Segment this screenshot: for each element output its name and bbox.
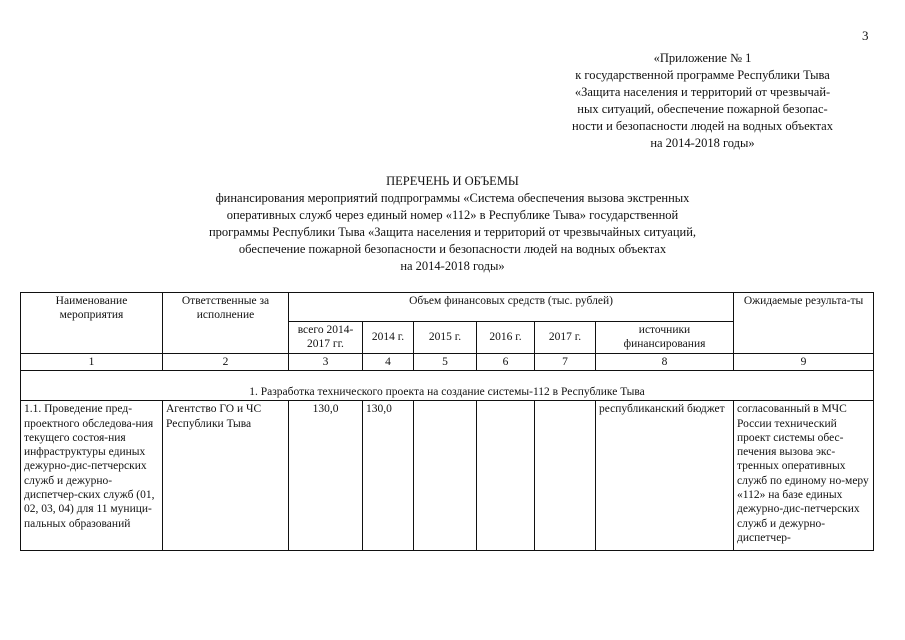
header-total (289, 322, 363, 354)
row-2017 (535, 401, 596, 551)
header-2016: 2016 г. (477, 322, 535, 354)
col-number: 6 (477, 354, 535, 371)
appendix-line: ности и безопасности людей на водных объектах (572, 119, 833, 133)
col-number: 4 (363, 354, 414, 371)
title-line: оперативных служб через единый номер «112» в Республике Тыва» государственной (226, 208, 679, 222)
header-total-line1: всего 2014- (297, 324, 354, 336)
document-title (60, 173, 845, 275)
col-number: 9 (734, 354, 874, 371)
row-total: 130,0 (289, 401, 363, 551)
row-2016 (477, 401, 535, 551)
appendix-line: к государственной программе Республики Тыва (575, 68, 830, 82)
title-line: программы Республики Тыва «Защита населения и территорий от чрезвычайных ситуаций, (208, 225, 697, 239)
financing-table (20, 292, 874, 551)
appendix-line: на 2014-2018 годы» (650, 136, 755, 150)
appendix-note (520, 50, 885, 152)
col-number: 3 (289, 354, 363, 371)
col-number: 5 (414, 354, 477, 371)
row-result: согласованный в МЧС России технический проект системы обес-печения вызова экс-тренных оперативных служб по единому но-меру «112» на базе единых дежурно-дис-петчерских служб и дежурно-диспетчер- (734, 401, 874, 551)
appendix-line: «Защита населения и территорий от чрезвычай- (574, 85, 831, 99)
row-name: 1.1. Проведение пред-проектного обследова-ния текущего состоя-ния инфраструктуры единых дежурно-дис-петчерских служб и дежурно-диспетчер-ских служб (01, 02, 03, 04) для 11 муници-пальных образований (21, 401, 163, 551)
title-heading: ПЕРЕЧЕНЬ И ОБЪЕМЫ (386, 174, 519, 188)
header-responsible: Ответственные за исполнение (163, 293, 289, 354)
title-line: на 2014-2018 годы» (400, 259, 505, 273)
row-2015 (414, 401, 477, 551)
col-number: 7 (535, 354, 596, 371)
header-2014: 2014 г. (363, 322, 414, 354)
section-row: 1. Разработка технического проекта на создание системы-112 в Республике Тыва (21, 371, 874, 401)
appendix-line: ных ситуаций, обеспечение пожарной безопас- (577, 102, 828, 116)
appendix-line: «Приложение № 1 (653, 51, 752, 65)
row-2014: 130,0 (363, 401, 414, 551)
header-name: Наименование мероприятия (21, 293, 163, 354)
header-results: Ожидаемые результа-ты (734, 293, 874, 354)
col-number: 2 (163, 354, 289, 371)
header-2015: 2015 г. (414, 322, 477, 354)
header-2017: 2017 г. (535, 322, 596, 354)
header-volume: Объем финансовых средств (тыс. рублей) (289, 293, 734, 322)
title-line: обеспечение пожарной безопасности и безопасности людей на водных объектах (238, 242, 667, 256)
header-sources: источники финансирования (596, 322, 734, 354)
page-number: 3 (862, 28, 869, 43)
col-number: 8 (596, 354, 734, 371)
row-source: республиканский бюджет (596, 401, 734, 551)
row-responsible: Агентство ГО и ЧС Республики Тыва (163, 401, 289, 551)
header-total-line2: 2017 гг. (307, 338, 344, 351)
col-number: 1 (21, 354, 163, 371)
title-line: финансирования мероприятий подпрограммы «Система обеспечения вызова экстренных (215, 191, 690, 205)
